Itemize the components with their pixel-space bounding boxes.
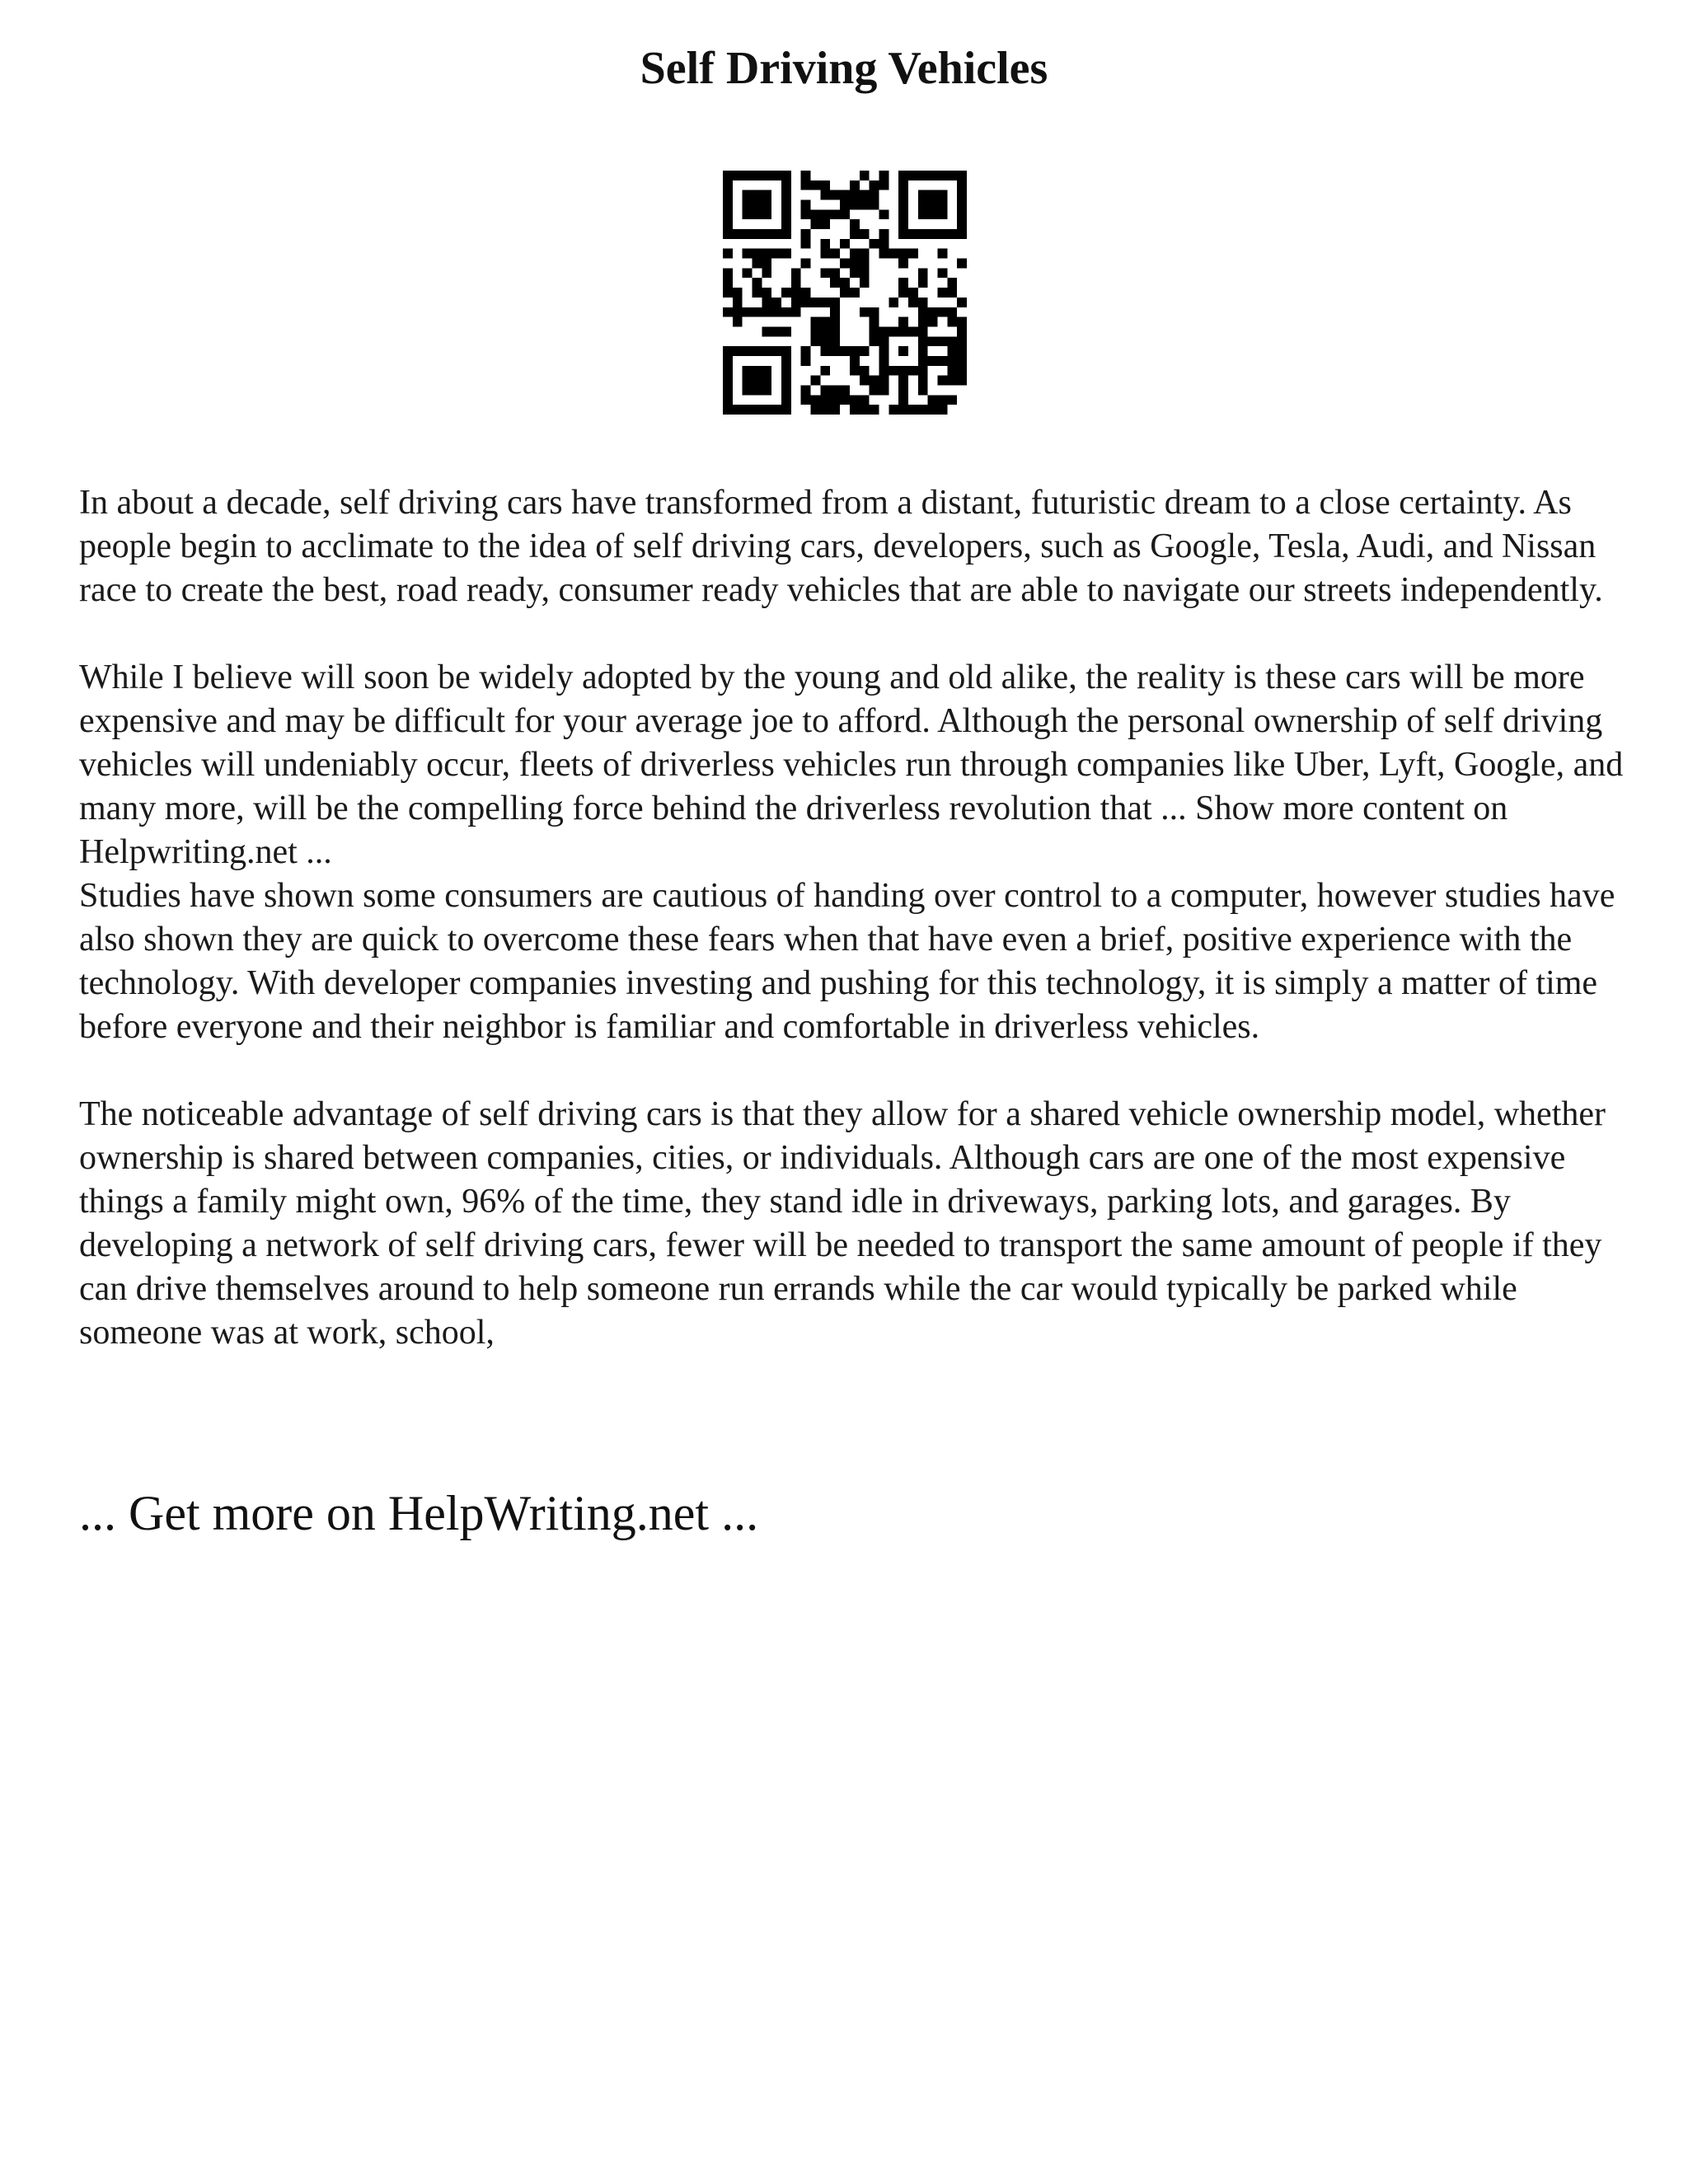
paragraph-advantage: The noticeable advantage of self driving cars is that they allow for a shared vehicle ownership model, whether ownership is shared between companies, cities, or individuals. Although cars are one of the most expensive things a family might own, 96% of the time, they stand idle in driveways, parking lots, and garages. By developing a network of self driving cars, fewer will be needed to transport the same amount of people if they can drive themselves around to help someone run errands while the car would typically be parked while someone was at work, school, [79,1095,1606,1352]
paragraph-adoption: While I believe will soon be widely adopted by the young and old alike, the reality is these cars will be more expensive and may be difficult for your average joe to afford. Although the personal ownership of self driving vehicles will undeniably occur, fleets of driverless vehicles run through companies like Uber, Lyft, Google, and many more, will be the compelling force behind the driverless revolution that ... Show more content on Helpwriting.net ... [79,658,1624,871]
qr-code-icon [723,171,967,415]
article-body [79,481,1629,1355]
paragraph-intro: In about a decade, self driving cars have transformed from a distant, futuristic dream to a close certainty. As people begin to acclimate to the idea of self driving cars, developers, such as Google, Tesla, Audi, and Nissan race to create the best, road ready, consumer ready vehicles that are able to navigate our streets independently. [79,484,1603,609]
get-more-link[interactable]: ... Get more on HelpWriting.net ... [79,1486,759,1540]
page-title: Self Driving Vehicles [640,43,1048,94]
qr-code-graphic [723,171,967,415]
paragraph-gap [79,1049,1629,1093]
paragraph-studies: Studies have shown some consumers are cautious of handing over control to a computer, however studies have also shown they are quick to overcome these fears when that have even a brief, positive experience with the technology. With developer companies investing and pushing for this technology, it is simply a matter of time before everyone and their neighbor is familiar and comfortable in driverless vehicles. [79,877,1615,1046]
paragraph-gap [79,612,1629,656]
